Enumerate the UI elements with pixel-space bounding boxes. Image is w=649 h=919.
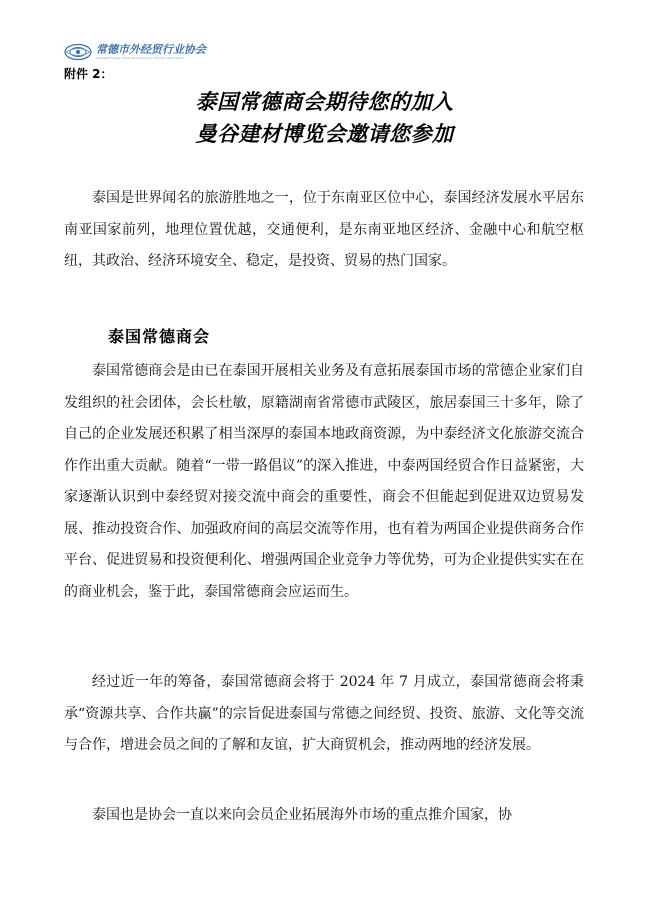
document-title-line-2: 曼谷建材博览会邀请您参加 (195, 122, 454, 146)
logo-text: 常德市外经贸行业协会 (96, 43, 206, 56)
document-title-line-1: 泰国常德商会期待您的加入 (195, 90, 454, 114)
paragraph-founding: 经过近一年的筹备，泰国常德商会将于 2024 年 7 月成立，泰国常德商会将秉承“资源共享、合作共赢”的宗旨促进泰国与常德之间经贸、投资、旅游、文化等交流与合作，增进会员之间的了解和友谊，扩大商贸机会，推动两地的经济发展。 (64, 674, 584, 753)
section-heading: 泰国常德商会 (108, 327, 211, 346)
paragraph-continued: 泰国也是协会一直以来向会员企业拓展海外市场的重点推介国家，协 (92, 807, 512, 823)
logo-subtext: Changde Foreign Trade and Economic Industry Association (96, 56, 185, 60)
attachment-label: 附件 2： (64, 67, 113, 81)
association-logo-icon (64, 43, 92, 61)
header-logo (64, 40, 214, 64)
paragraph-chamber-description: 泰国常德商会是由已在泰国开展相关业务及有意拓展泰国市场的常德企业家们自发组织的社会团体，会长杜敏，原籍湖南省常德市武陵区，旅居泰国三十多年，除了自己的企业发展还积累了相当深厚的泰国本地政商资源，为中泰经济文化旅游交流合作作出重大贡献。随着“一带一路倡议”的深入推进，中泰两国经贸合作日益紧密，大家逐渐认识到中泰经贸对接交流中商会的重要性，商会不但能起到促进双边贸易发展、推动投资合作、加强政府间的高层交流等作用，也有着为两国企业提供商务合作平台、促进贸易和投资便利化、增强两国企业竞争力等优势，可为企业提供实实在在的商业机会，鉴于此，泰国常德商会应运而生。 (64, 363, 584, 600)
paragraph-intro: 泰国是世界闻名的旅游胜地之一，位于东南亚区位中心，泰国经济发展水平居东南亚国家前列，地理位置优越，交通便利，是东南亚地区经济、金融中心和航空枢纽，其政治、经济环境安全、稳定，是投资、贸易的热门国家。 (64, 190, 584, 269)
